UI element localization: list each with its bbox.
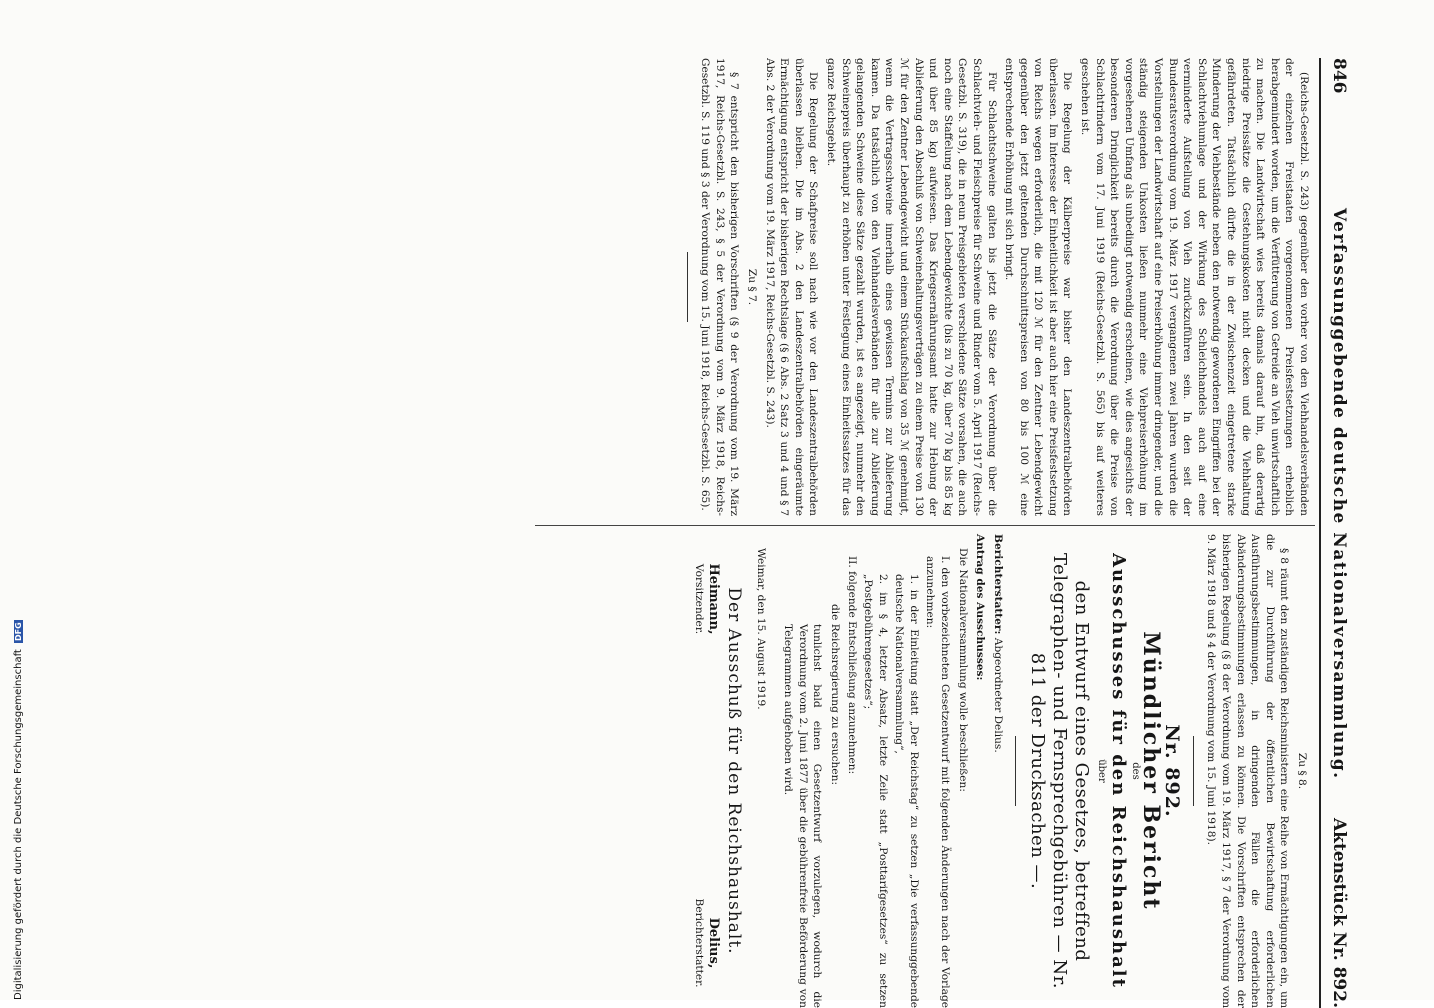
page-number: 846	[1329, 58, 1349, 94]
reporter-label: Berichterstatter:	[991, 534, 1004, 635]
end-rule	[687, 252, 688, 322]
reporter-name: Abgeordneter Delius.	[991, 637, 1004, 753]
motion-item: I. den vorbezeichneten Gesetzentwurf mit folgenden Änderungen nach der Vorlage anzunehmen:	[924, 556, 952, 1008]
paragraph: § 7 entspricht den bisherigen Vorschriften (§ 9 der Verordnung vom 19. März 1917, Reichs-Gesetzbl. S. 243, § 5 der Verordnung vom 9. März 1918, Reichs-Gesetzbl. S. 119 und § 3 der Verordnung vom 15. Juni 1918, Reichs-Gesetzbl. S. 65).	[699, 58, 741, 516]
committee-name: Ausschusses für den Reichshaushalt	[1108, 553, 1130, 989]
document-number: Nr. 892.	[1160, 724, 1183, 818]
section-heading: Zu § 8.	[1296, 752, 1308, 790]
paragraph: (Reichs-Gesetzbl. S. 243) gegenüber den vorher von den Viehhandelsverbänden der einzelnen Freistaaten vorgenommenen Preisfestsetzungen erheblich herabgemindert worden, um die Verfütterung von Getreide an Vieh unwirtschaftlich zu machen. Die Landwirtschaft wies bereits damals darauf hin, daß derartig niedrige Preissätze die Gestehungskosten nicht decken und die Viehhaltung gefährdeten. Tatsächlich dürfte die in der Zwischenzeit eingetretene starke Minderung der Viehbestände neben den notwendig gewordenen Eingriffen bei der Schlachtviehumlage und der Wirkung des Schleichhandels auch auf eine verminderte Aufstellung von Vieh zurückzuführen sein. In den seit der Bundesratsverordnung vom 19. März 1917 vergangenen zwei Jahren wurden die Vorstellungen der Landwirtschaft auf eine Preiserhöhung immer dringender, und die ständig steigenden Unkosten ließen nunmehr eine Viehpreiserhöhung im vorgesehenen Umfang als unbedingt notwendig erscheinen, wie dies angesichts der besonderen Dringlichkeit bereits durch die Verordnung über die Preise von Schlachtrindern vom 17. Juni 1919 (Reichs-Gesetzbl. S. 565) bis auf weiteres geschehen ist.	[1079, 58, 1310, 516]
resolution-text: tunlichst bald einen Gesetzentwurf vorzulegen, wodurch die Verordnung vom 2. Juni 1877 über die gebührenfreie Beförderung von Telegrammen aufgehoben wird.	[782, 624, 824, 1008]
closing-line: Der Ausschuß für den Reichshaushalt.	[723, 587, 744, 955]
motion-label: Antrag des Ausschusses:	[974, 534, 987, 681]
section-heading: Zu § 7.	[746, 268, 759, 306]
page-title: Verfassunggebende deutsche Nationalversammlung.	[1329, 208, 1349, 780]
ueber-label: über	[1096, 759, 1108, 783]
motion-subitem: 1. in der Einleitung statt „Der Reichstag“ zu setzen „Die verfassunggebende deutsche Nationalversammlung“,	[893, 574, 920, 1008]
signature-reporter: Delius, Berichterstatter.	[692, 898, 722, 988]
dfg-logo-icon: DFG	[14, 622, 23, 641]
motion-subitem: 2. im § 4, letzter Absatz, letzte Zeile statt „Posttarifgesetzes“ zu setzen „Postgebührengesetzes“;	[862, 574, 889, 1008]
credit-text: Digitalisierung gefördert durch die Deutsche Forschungsgemeinschaft	[13, 649, 24, 1000]
signature-chair: Heimann, Vorsitzender.	[692, 563, 722, 635]
paragraph: Die Regelung der Schafpreise soll nach wie vor den Landeszentralbehörden überlassen bleiben. Die im Abs. 2 den Landeszentralbehörden eingeräumte Ermächtigung entspricht der bisherigen Rechtslage (§ 6 Abs. 2 Satz 3 und 4 und § 7 Abs. 2 der Verordnung vom 19. März 1917, Reichs-Gesetzbl. S. 243).	[763, 58, 820, 516]
attachment-number: Aktenstück Nr. 892.	[1329, 817, 1349, 1008]
resolution-text: die Reichsregierung zu ersuchen:	[828, 604, 841, 786]
right-column	[660, 534, 1311, 1008]
motion-item: II. folgende Entschließung anzunehmen:	[845, 556, 858, 775]
digitization-credit	[0, 0, 24, 1000]
page-header	[1319, 58, 1355, 1008]
place-date: Weimar, den 15. August 1919.	[754, 548, 767, 710]
separator-rule	[1015, 736, 1016, 806]
paragraph: § 8 räumt den zuständigen Reichsministern eine Reihe von Ermächtigungen ein, um die zur Durchführung der öffentlichen Bewirtschaftung erforderlichen Ausführungsbestimmungen, in dringenden Fällen die erforderlichen Abänderungsbestimmungen erlassen zu können. Die Vorschriften entsprechen der bisherigen Regelung (§ 8 der Verordnung vom 19. März 1917, § 7 der Verordnung vom 9. März 1918 und § 4 der Verordnung vom 15. Juni 1918).	[1205, 534, 1291, 1008]
separator-rule	[1193, 736, 1194, 806]
left-column	[677, 58, 1311, 516]
motion-intro: Die Nationalversammlung wolle beschließen:	[956, 548, 969, 792]
des-label: des	[1129, 762, 1141, 780]
report-subject: den Entwurf eines Gesetzes, betreffend Telegraphen- und Fernsprechgebühren — Nr. 811 der Drucksachen —.	[1026, 553, 1092, 989]
rotated-document-page	[270, 58, 1355, 1008]
paragraph: Für Schlachtschweine galten bis jetzt die Sätze der Verordnung über die Schlachtvieh- und Fleischpreise für Schweine und Rinder vom 5. April 1917 (Reichs-Gesetzbl. S. 319), die in neun Preisgebieten verschiedene Sätze vorsahen, die auch noch eine Staffelung nach dem Lebendgewichte (bis zu 70 kg, über 70 kg bis 85 kg und über 85 kg) aufwiesen. Das Kriegsernährungsamt hatte zur Hebung der Ablieferung den Abschluß von Schweinehaltungsverträgen zu einem Preise von 130 ℳ für den Zentner Lebendgewicht und einem Stückaufschlag von 35 ℳ genehmigt, wenn die Vertragsschweine innerhalb eines gewissen Termins zur Ablieferung kamen. Da tatsächlich von den Viehhandelsverbänden für alle zur Ablieferung gelangenden Schweine diese Sätze gezahlt wurden, ist es angezeigt, nunmehr den Schweinepreis überhaupt zu erhöhen unter Festlegung eines Einheitssatzes für das ganze Reichsgebiet.	[825, 58, 998, 516]
paragraph: Die Regelung der Kälberpreise war bisher den Landeszentralbehörden überlassen. Im Interesse der Einheitlichkeit ist aber auch hier eine Preisfestsetzung von Reichs wegen erforderlich, die mit 120 ℳ für den Zentner Lebendgewicht gegenüber den jetzt geltenden Durchschnittspreisen von 80 bis 100 ℳ eine entsprechende Erhöhung mit sich bringt.	[1003, 58, 1074, 516]
signatures	[660, 534, 720, 1008]
report-title: Mündlicher Bericht	[1138, 631, 1165, 911]
column-divider	[535, 525, 1315, 526]
